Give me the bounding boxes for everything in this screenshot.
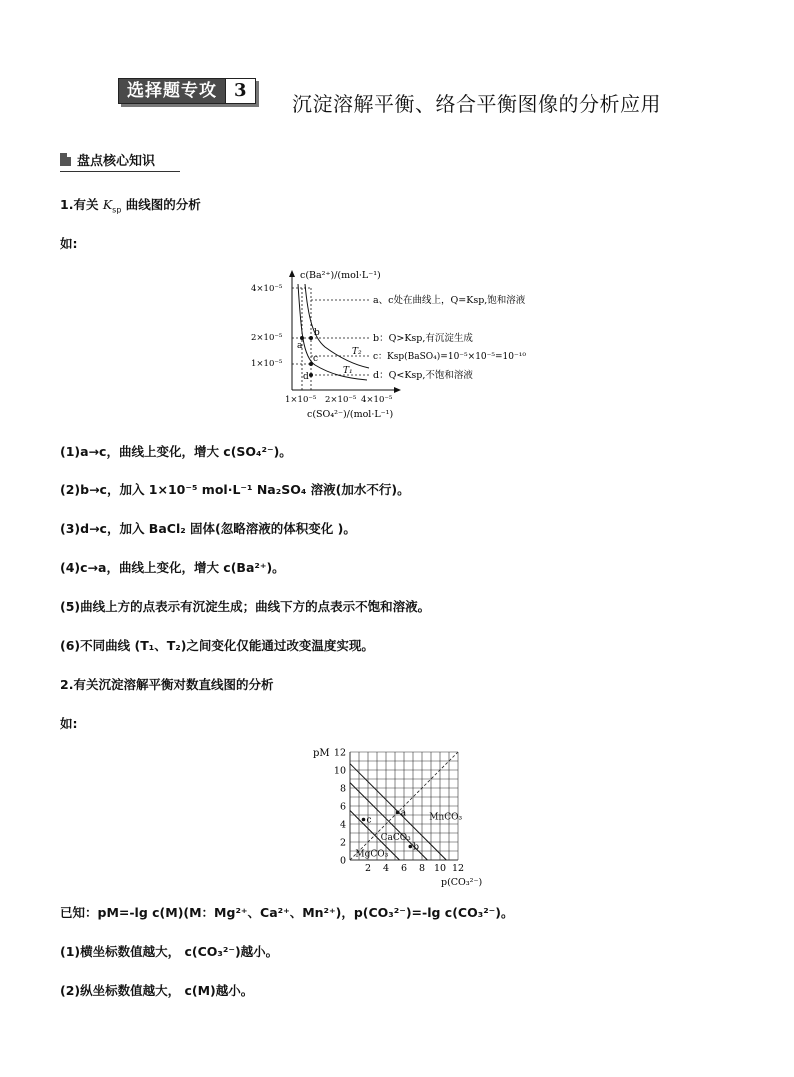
y-tick-label: 2 [339,837,346,849]
annotation-b: b：Q>Ksp,有沉淀生成 [373,333,473,344]
part2-heading: 2.有关沉淀溶解平衡对数直线图的分析 [60,677,274,692]
part1-heading-prefix: 1.有关 [60,197,103,212]
chart1-xlabel: c(SO₄²⁻)/(mol·L⁻¹) [307,409,394,420]
document-icon [60,153,71,166]
data-point-label: b [413,842,420,853]
part2-item: (2)纵坐标数值越大， c(M)越小。 [60,983,254,998]
annotation-d: d：Q<Ksp,不饱和溶液 [373,370,473,381]
known-condition: 已知：pM=-lg c(M)(M：Mg²⁺、Ca²⁺、Mn²⁺)，p(CO₃²⁻)=-lg c(CO₃²⁻)。 [60,905,514,920]
y-tick-label: 8 [339,783,346,795]
topic-number: 3 [225,79,255,103]
x-tick-label: 2×10⁻⁵ [325,395,357,405]
part2-example-label: 如: [60,716,78,731]
data-point [396,811,400,815]
part1-item: (2)b→c，加入 1×10⁻⁵ mol·L⁻¹ Na₂SO₄ 溶液(加水不行)。 [60,482,410,497]
x-axis-arrow [394,387,401,393]
data-point-label: c [366,815,372,826]
data-point [362,818,366,822]
y-tick-label: 4×10⁻⁵ [251,284,283,294]
topic-badge [118,78,256,104]
point-d [309,373,313,377]
part1-heading [60,195,201,215]
part1-item: (3)d→c，加入 BaCl₂ 固体(忽略溶液的体积变化 )。 [60,521,356,536]
x-tick-label: 2 [364,863,372,874]
series-label: MgCO₃ [355,849,389,860]
point-label-a: a [297,341,303,351]
curve-t1 [298,284,367,380]
data-point [409,845,413,849]
point-label-b: b [314,328,320,338]
y-tick-label: 1×10⁻⁵ [251,359,283,369]
part1-example-label: 如: [60,236,78,251]
curve-label-t2: T₂ [352,347,362,357]
x-tick-label: 4×10⁻⁵ [361,395,393,405]
page-title: 沉淀溶解平衡、络合平衡图像的分析应用 [292,92,661,116]
log-line-chart [305,742,505,892]
chart2-ylabel: pM [313,748,330,759]
section-heading [60,150,155,169]
point-b [309,336,313,340]
x-tick-label: 8 [418,863,426,874]
point-label-d: d [303,372,309,382]
y-tick-label: 6 [339,801,346,813]
part2-item: (1)横坐标数值越大， c(CO₃²⁻)越小。 [60,944,279,959]
x-tick-label: 12 [451,863,465,874]
part1-heading-k: K [102,197,113,212]
x-tick-label: 4 [382,863,390,874]
annotation-c: c：Ksp(BaSO₄)=10⁻⁵×10⁻⁵=10⁻¹⁰ [373,352,526,362]
part1-item: (5)曲线上方的点表示有沉淀生成；曲线下方的点表示不饱和溶液。 [60,599,431,614]
part1-heading-suffix: 曲线图的分析 [121,197,201,212]
y-tick-label: 10 [333,765,346,777]
y-tick-label: 4 [339,819,346,831]
annotation-ac: a、c处在曲线上，Q=Ksp,饱和溶液 [373,295,526,306]
curve-label-t1: T₁ [343,366,353,376]
topic-label: 选择题专攻 [119,79,225,103]
x-tick-label: 10 [433,863,447,874]
chart2-xlabel: p(CO₃²⁻) [441,877,483,888]
point-a [300,336,304,340]
part1-item: (6)不同曲线 (T₁、T₂)之间变化仅能通过改变温度实现。 [60,638,374,653]
chart1-ylabel: c(Ba²⁺)/(mol·L⁻¹) [300,270,381,281]
y-tick-label: 2×10⁻⁵ [251,333,283,343]
data-point-label: a [400,808,407,819]
section-underline [60,171,180,172]
part1-heading-sub: sp [112,205,122,215]
section-title: 盘点核心知识 [77,154,156,169]
part1-item: (1)a→c，曲线上变化，增大 c(SO₄²⁻)。 [60,444,292,459]
y-tick-label: 12 [333,747,346,759]
y-tick-label: 0 [339,855,346,867]
x-tick-label: 6 [400,863,408,874]
y-axis-arrow [289,270,295,277]
x-tick-label: 1×10⁻⁵ [285,395,317,405]
part1-item: (4)c→a，曲线上变化，增大 c(Ba²⁺)。 [60,560,285,575]
series-label: MnCO₃ [429,812,463,823]
ksp-curve-chart [245,262,565,424]
series-label: CaCO₃ [380,833,411,844]
point-label-c: c [313,354,319,364]
